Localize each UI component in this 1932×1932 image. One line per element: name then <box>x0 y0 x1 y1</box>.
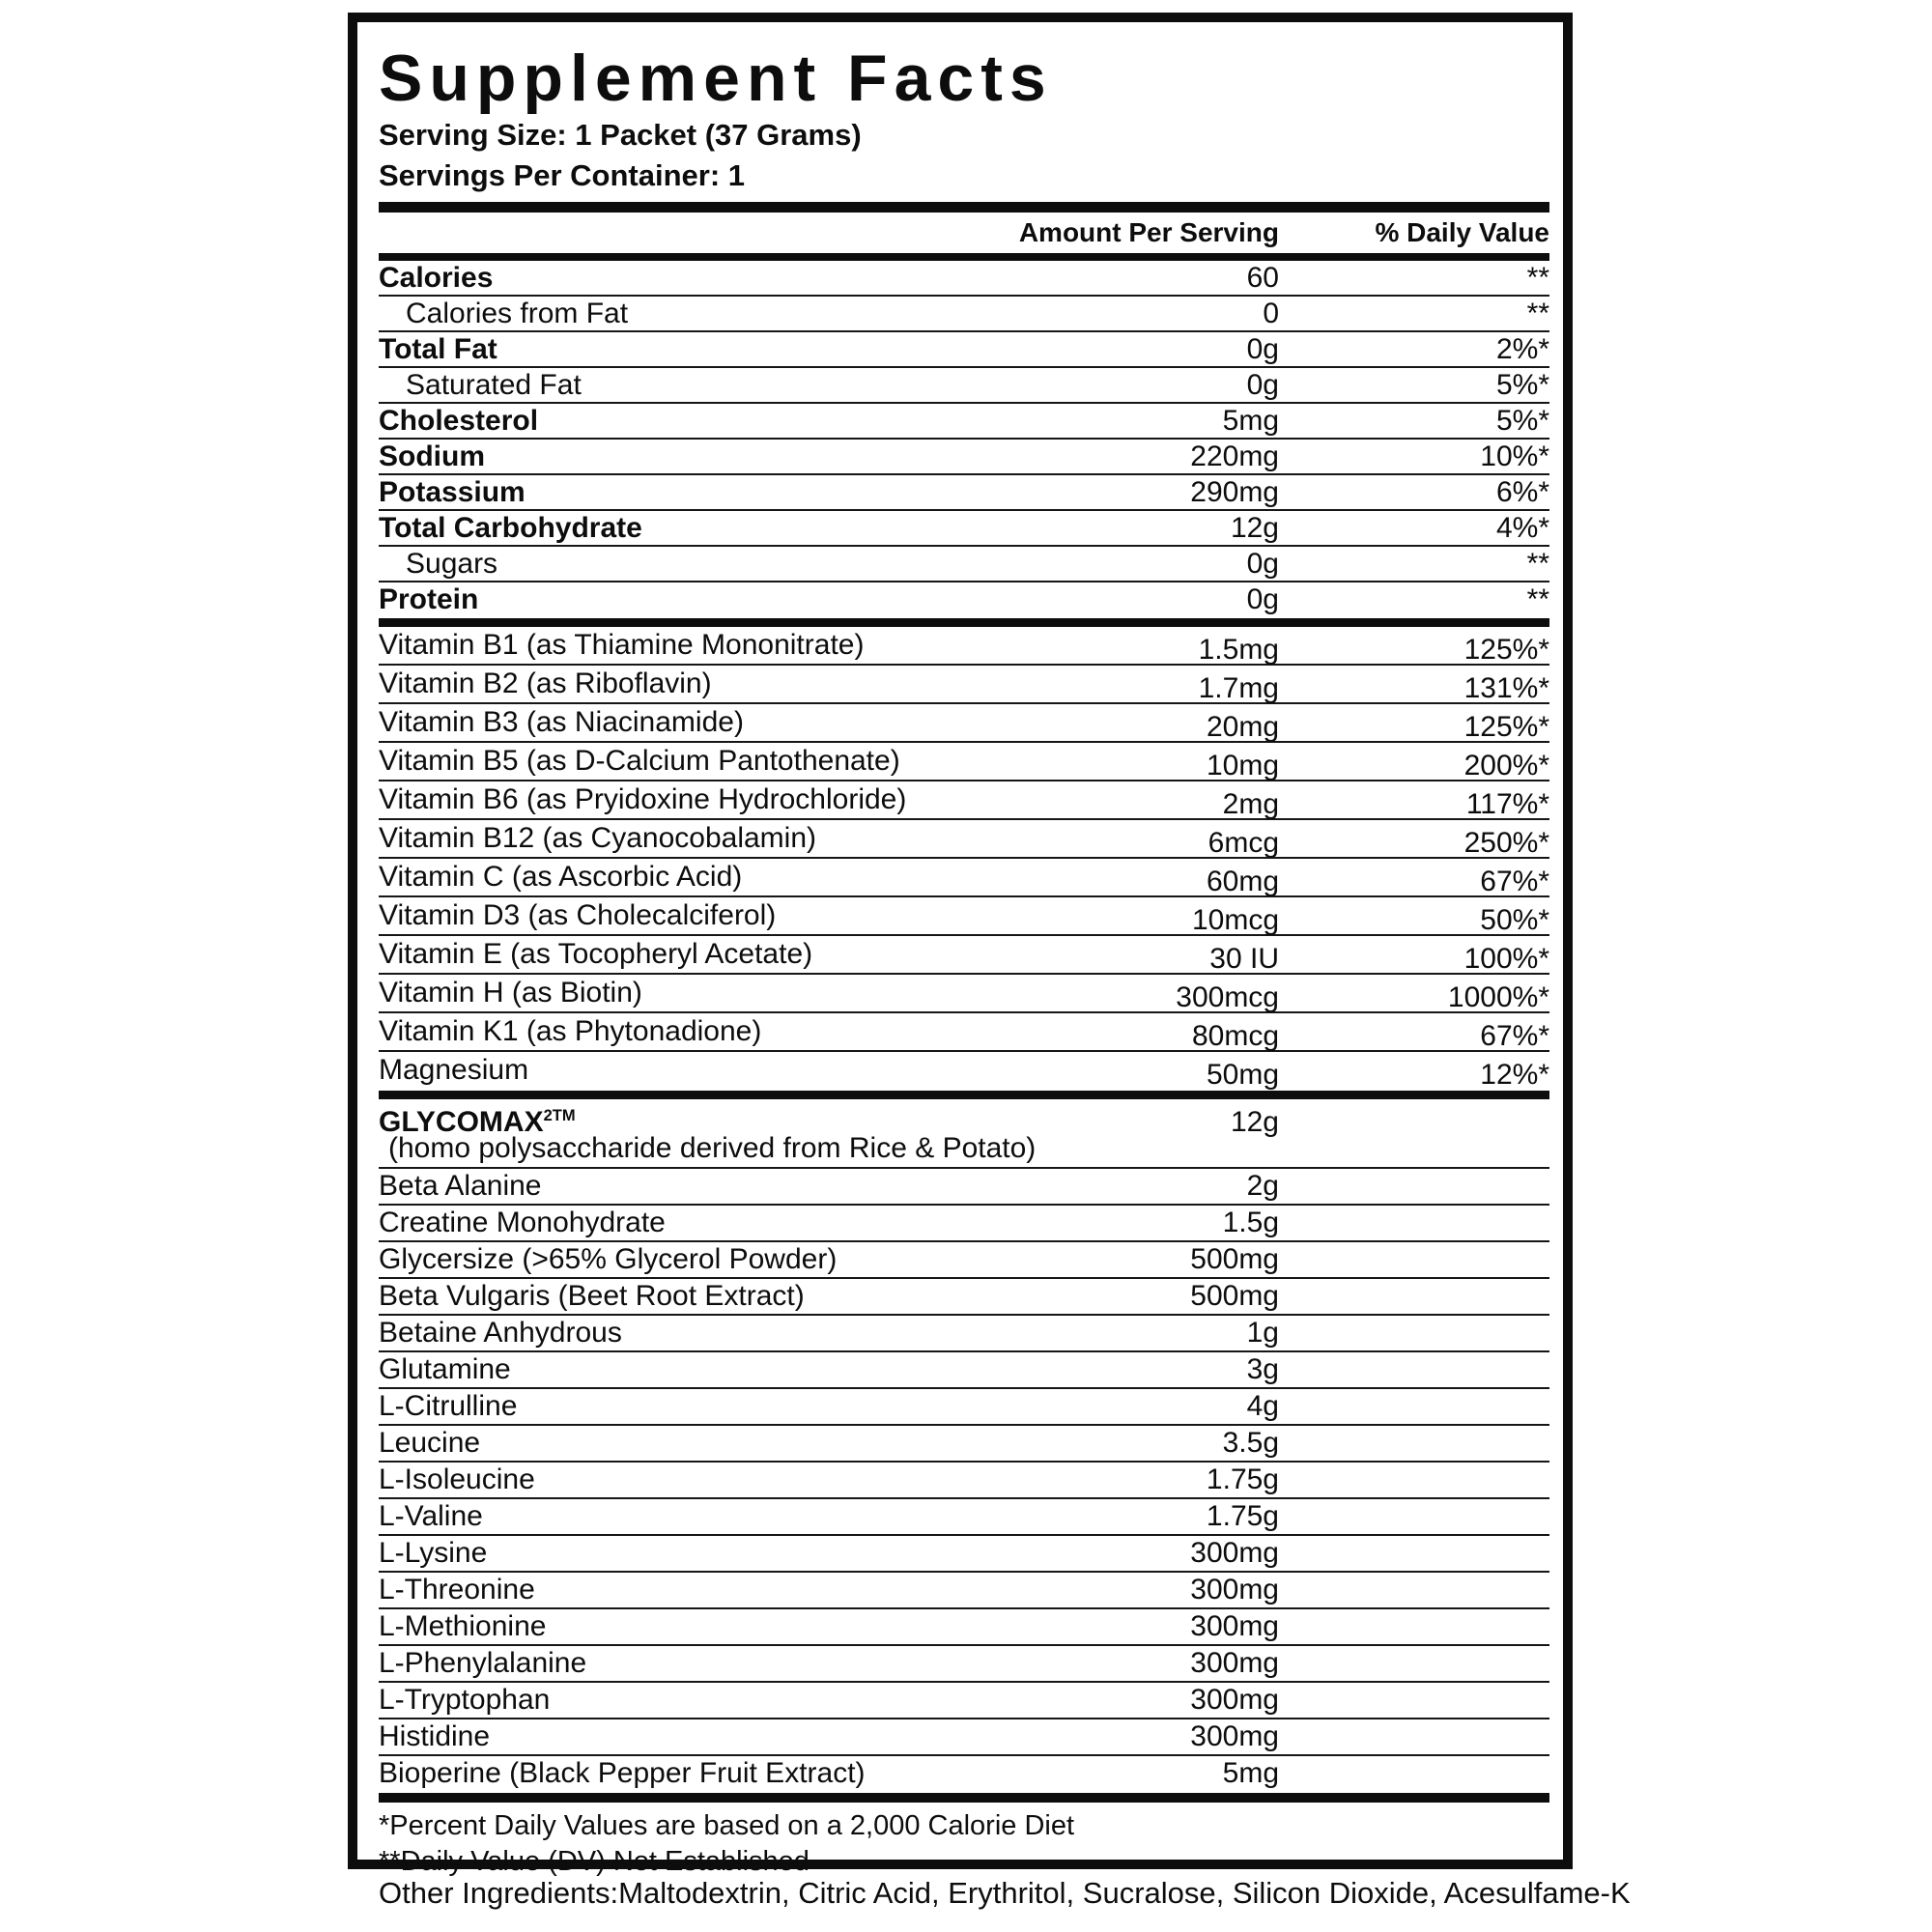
amount-per-serving-value: 500mg <box>1190 1280 1279 1312</box>
nutrient-name: Betaine Anhydrous <box>379 1317 622 1349</box>
amount-per-serving-value: 300mg <box>1190 1684 1279 1716</box>
macronutrient-row <box>379 582 1549 618</box>
nutrient-name: Vitamin C (as Ascorbic Acid) <box>379 861 743 893</box>
footnote-daily-values: *Percent Daily Values are based on a 2,000 Calorie Diet <box>379 1810 1075 1841</box>
macronutrient-row <box>379 297 1549 332</box>
amount-per-serving-value: 0 <box>1263 298 1279 329</box>
nutrient-name: L-Isoleucine <box>379 1463 535 1495</box>
ingredient-blend-table <box>379 1099 1549 1793</box>
footnotes <box>379 1808 1549 1880</box>
ingredient-source-note: (homo polysaccharide derived from Rice & Potato) <box>379 1134 1549 1169</box>
nutrient-name: Leucine <box>379 1427 481 1459</box>
daily-value-percent: 6%* <box>1495 476 1549 508</box>
nutrient-name: L-Methionine <box>379 1610 547 1642</box>
nutrient-name: Protein <box>379 583 479 615</box>
macronutrient-row <box>379 547 1549 582</box>
nutrient-name: Calories from Fat <box>406 298 629 329</box>
amount-per-serving-value: 1.75g <box>1206 1463 1279 1495</box>
vitamin-row <box>379 975 1549 1013</box>
amount-per-serving-value: 300mg <box>1190 1720 1279 1752</box>
nutrient-name: Vitamin E (as Tocopheryl Acetate) <box>379 938 813 970</box>
amount-per-serving-value: 5mg <box>1222 405 1279 437</box>
amount-per-serving-value: 3.5g <box>1222 1427 1279 1459</box>
ingredient-row <box>379 1426 1549 1463</box>
nutrient-name: Vitamin B12 (as Cyanocobalamin) <box>379 822 817 854</box>
amount-per-serving-value: 20mg <box>1206 711 1279 743</box>
section-divider-bar <box>379 202 1549 213</box>
column-header-row <box>379 213 1549 253</box>
amount-per-serving-value: 12g <box>1230 512 1279 544</box>
daily-value-percent: 10%* <box>1480 440 1549 472</box>
daily-value-percent: ** <box>1526 262 1549 294</box>
nutrient-name: L-Tryptophan <box>379 1684 551 1716</box>
ingredient-row <box>379 1389 1549 1426</box>
amount-per-serving-value: 300mcg <box>1176 981 1279 1013</box>
amount-per-serving-value: 1g <box>1246 1317 1279 1349</box>
nutrient-name: Magnesium <box>379 1054 529 1086</box>
amount-per-serving-value: 4g <box>1246 1390 1279 1422</box>
vitamin-table <box>379 627 1549 1091</box>
daily-value-percent: 131%* <box>1463 672 1549 704</box>
nutrient-name: Vitamin B6 (as Pryidoxine Hydrochloride) <box>379 783 907 815</box>
nutrient-name: Cholesterol <box>379 405 539 437</box>
ingredient-row <box>379 1499 1549 1536</box>
ingredient-row <box>379 1756 1549 1793</box>
amount-per-serving-value: 10mg <box>1206 750 1279 781</box>
amount-per-serving-value: 1.7mg <box>1198 672 1279 704</box>
daily-value-percent: 4%* <box>1495 512 1549 544</box>
amount-per-serving-value: 2mg <box>1222 788 1279 820</box>
amount-per-serving-value: 5mg <box>1222 1757 1279 1789</box>
ingredient-row <box>379 1352 1549 1389</box>
nutrient-name: Sugars <box>406 548 498 580</box>
macronutrient-row <box>379 475 1549 511</box>
vitamin-row <box>379 1013 1549 1052</box>
vitamin-row <box>379 666 1549 704</box>
nutrient-name: Saturated Fat <box>406 369 582 401</box>
vitamin-row <box>379 859 1549 897</box>
vitamin-row <box>379 1052 1549 1091</box>
ingredient-row-group <box>379 1099 1549 1169</box>
amount-per-serving-value: 30 IU <box>1209 943 1279 975</box>
nutrient-name: Vitamin B2 (as Riboflavin) <box>379 668 712 699</box>
macronutrient-row <box>379 368 1549 404</box>
vitamin-row <box>379 704 1549 743</box>
ingredient-row <box>379 1169 1549 1206</box>
vitamin-row <box>379 820 1549 859</box>
amount-per-serving-value: 60mg <box>1206 866 1279 897</box>
nutrient-name: Beta Alanine <box>379 1170 542 1202</box>
nutrient-name: Vitamin B1 (as Thiamine Mononitrate) <box>379 629 865 661</box>
daily-value-percent: 125%* <box>1463 711 1549 743</box>
daily-value-percent: 250%* <box>1463 827 1549 859</box>
nutrient-name: L-Valine <box>379 1500 483 1532</box>
daily-value-percent: 5%* <box>1495 369 1549 401</box>
macronutrient-row <box>379 404 1549 440</box>
nutrient-name: Potassium <box>379 476 526 508</box>
ingredient-row <box>379 1719 1549 1756</box>
amount-per-serving-value: 0g <box>1246 333 1279 365</box>
daily-value-percent: 67%* <box>1480 1020 1549 1052</box>
daily-value-column-header: % Daily Value <box>1375 217 1549 247</box>
daily-value-percent: ** <box>1526 298 1549 329</box>
nutrient-name: L-Lysine <box>379 1537 488 1569</box>
nutrient-name: L-Phenylalanine <box>379 1647 587 1679</box>
amount-per-serving-value: 1.5mg <box>1198 634 1279 666</box>
nutrient-name: $GLYCOMAX^{2TM}$ <box>379 1106 576 1138</box>
ingredient-row <box>379 1609 1549 1646</box>
ingredient-row <box>379 1316 1549 1352</box>
nutrient-name: Beta Vulgaris (Beet Root Extract) <box>379 1280 805 1312</box>
daily-value-percent: 100%* <box>1463 943 1549 975</box>
nutrient-name: Vitamin B5 (as D-Calcium Pantothenate) <box>379 745 900 777</box>
amount-per-serving-value: 3g <box>1246 1353 1279 1385</box>
amount-per-serving-value: 2g <box>1246 1170 1279 1202</box>
nutrient-name: Creatine Monohydrate <box>379 1207 666 1238</box>
amount-per-serving-value: 60 <box>1246 262 1279 294</box>
amount-per-serving-value: 50mg <box>1206 1059 1279 1091</box>
ingredient-row <box>379 1206 1549 1242</box>
macronutrient-row <box>379 332 1549 368</box>
ingredient-row <box>379 1242 1549 1279</box>
daily-value-percent: ** <box>1526 548 1549 580</box>
macronutrient-row <box>379 261 1549 297</box>
daily-value-percent: 50%* <box>1480 904 1549 936</box>
supplement-facts-panel <box>348 13 1573 1877</box>
daily-value-percent: 67%* <box>1480 866 1549 897</box>
vitamin-row <box>379 627 1549 666</box>
ingredient-row <box>379 1099 1549 1138</box>
nutrient-name: Vitamin D3 (as Cholecalciferol) <box>379 899 777 931</box>
nutrient-name: Bioperine (Black Pepper Fruit Extract) <box>379 1757 866 1789</box>
amount-per-serving-value: 300mg <box>1190 1610 1279 1642</box>
amount-per-serving-value: 300mg <box>1190 1574 1279 1605</box>
amount-per-serving-value: 1.5g <box>1222 1207 1279 1238</box>
nutrient-name: L-Citrulline <box>379 1390 518 1422</box>
nutrient-name: Histidine <box>379 1720 491 1752</box>
nutrient-name: Total Carbohydrate <box>379 512 642 544</box>
daily-value-percent: 125%* <box>1463 634 1549 666</box>
amount-per-serving-value: 300mg <box>1190 1647 1279 1679</box>
amount-per-serving-value: 290mg <box>1190 476 1279 508</box>
amount-per-serving-value: 0g <box>1246 548 1279 580</box>
amount-per-serving-value: 12g <box>1230 1106 1279 1138</box>
vitamin-row <box>379 781 1549 820</box>
serving-size-line: Serving Size: 1 Packet (37 Grams) <box>379 118 862 152</box>
other-ingredients-line: Other Ingredients:Maltodextrin, Citric Acid, Erythritol, Sucralose, Silicon Dioxide, Acesulfame-K <box>379 1876 1631 1910</box>
amount-per-serving-value: 1.75g <box>1206 1500 1279 1532</box>
nutrient-name: Vitamin K1 (as Phytonadione) <box>379 1015 762 1047</box>
ingredient-row <box>379 1463 1549 1499</box>
daily-value-percent: ** <box>1526 583 1549 615</box>
daily-value-percent: 1000%* <box>1447 981 1549 1013</box>
amount-per-serving-value: 300mg <box>1190 1537 1279 1569</box>
macronutrient-row <box>379 440 1549 475</box>
daily-value-percent: 117%* <box>1465 788 1549 820</box>
amount-per-serving-value: 80mcg <box>1191 1020 1279 1052</box>
ingredient-row <box>379 1279 1549 1316</box>
daily-value-percent: 2%* <box>1495 333 1549 365</box>
nutrient-name: Vitamin H (as Biotin) <box>379 977 642 1009</box>
ingredient-row <box>379 1683 1549 1719</box>
macronutrient-row <box>379 511 1549 547</box>
amount-column-header: Amount Per Serving <box>1018 217 1279 247</box>
daily-value-percent: 12%* <box>1480 1059 1549 1091</box>
ingredient-row <box>379 1536 1549 1573</box>
nutrient-name: Vitamin B3 (as Niacinamide) <box>379 706 744 738</box>
section-divider-bar <box>379 618 1549 627</box>
amount-per-serving-value: 6mcg <box>1208 827 1279 859</box>
ingredient-row <box>379 1573 1549 1609</box>
nutrient-name: Glutamine <box>379 1353 511 1385</box>
amount-per-serving-value: 220mg <box>1190 440 1279 472</box>
amount-per-serving-value: 0g <box>1246 583 1279 615</box>
vitamin-row <box>379 743 1549 781</box>
servings-per-container-line: Servings Per Container: 1 <box>379 158 746 192</box>
trademark-superscript: 2TM <box>543 1107 576 1124</box>
amount-per-serving-value: 10mcg <box>1191 904 1279 936</box>
vitamin-row <box>379 936 1549 975</box>
nutrient-name: Sodium <box>379 440 485 472</box>
nutrient-name: L-Threonine <box>379 1574 535 1605</box>
panel-title: Supplement Facts <box>379 42 1053 115</box>
nutrient-name: Total Fat <box>379 333 497 365</box>
daily-value-percent: 200%* <box>1463 750 1549 781</box>
footnote-dv-not-established: **Daily Value (DV) Not Established <box>379 1846 810 1877</box>
section-divider-bar <box>379 1793 1549 1803</box>
vitamin-row <box>379 897 1549 936</box>
amount-per-serving-value: 500mg <box>1190 1243 1279 1275</box>
ingredient-row <box>379 1646 1549 1683</box>
nutrient-name: Glycersize (>65% Glycerol Powder) <box>379 1243 838 1275</box>
section-divider-bar <box>379 253 1549 261</box>
nutrient-name: Calories <box>379 262 494 294</box>
daily-value-percent: 5%* <box>1495 405 1549 437</box>
macronutrient-table <box>379 261 1549 618</box>
amount-per-serving-value: 0g <box>1246 369 1279 401</box>
